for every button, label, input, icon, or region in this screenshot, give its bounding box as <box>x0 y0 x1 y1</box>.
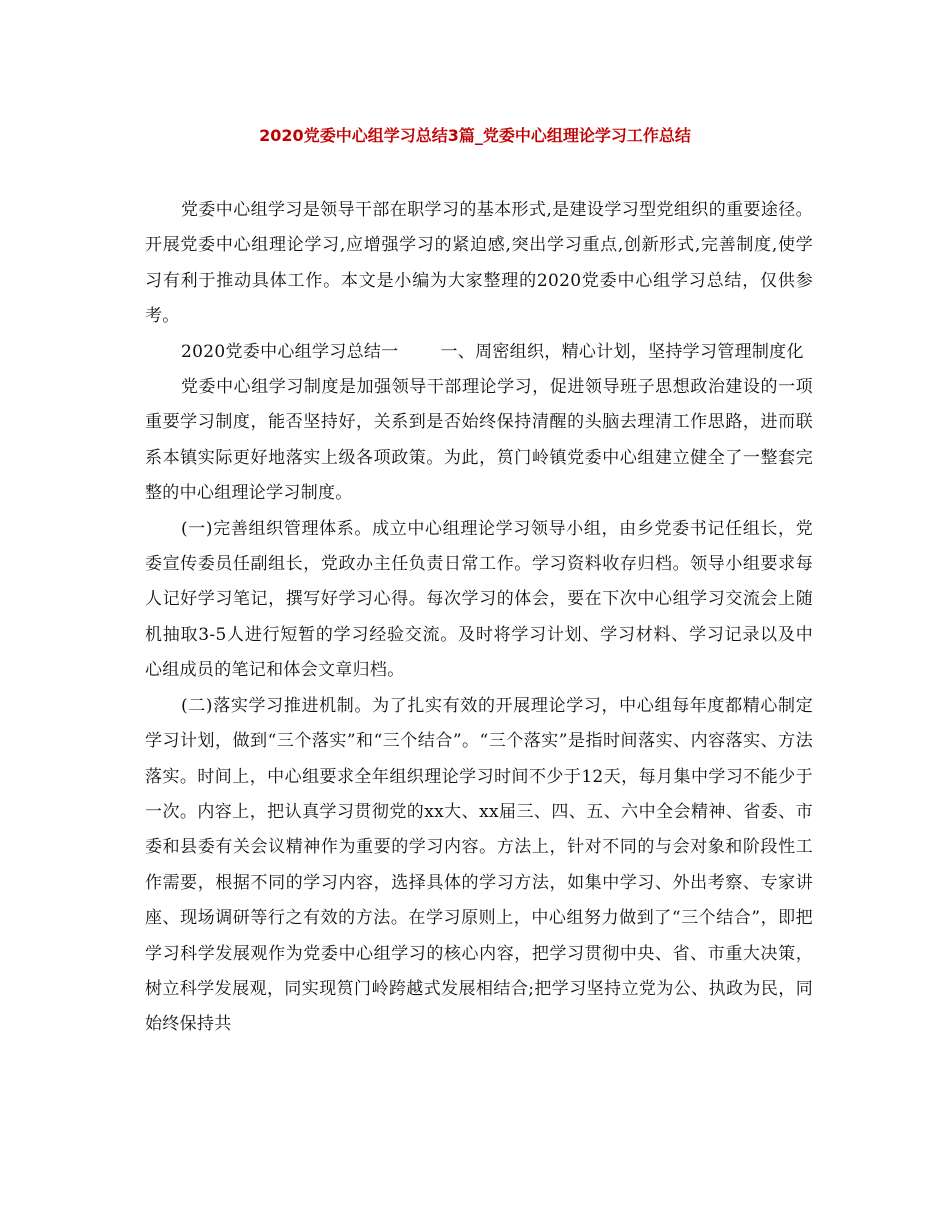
summary-one-label: 2020党委中心组学习总结一 <box>181 341 399 362</box>
document-body <box>145 193 813 1043</box>
section-heading-line <box>145 335 813 370</box>
management-system-paragraph: (一)完善组织管理体系。成立中心组理论学习领导小组，由乡党委书记任组长，党委宣传委员任副组长，党政办主任负责日常工作。学习资料收存归档。领导小组要求每人记好学习笔记，撰写好学习心得。每次学习的体会，要在下次中心组学习交流会上随机抽取3-5人进行短暂的学习经验交流。及时将学习计划、学习材料、学习记录以及中心组成员的笔记和体会文章归档。 <box>145 518 813 681</box>
system-paragraph: 党委中心组学习制度是加强领导干部理论学习，促进领导班子思想政治建设的一项重要学习制度，能否坚持好，关系到是否始终保持清醒的头脑去理清工作思路，进而联系本镇实际更好地落实上级各项政策。为此，筼门岭镇党委中心组建立健全了一整套完整的中心组理论学习制度。 <box>145 377 813 504</box>
mechanism-paragraph: (二)落实学习推进机制。为了扎实有效的开展理论学习，中心组每年度都精心制定学习计划，做到“三个落实”和“三个结合”。“三个落实”是指时间落实、内容落实、方法落实。时间上，中心组要求全年组织理论学习时间不少于12天，每月集中学习不能少于一次。内容上，把认真学习贯彻党的xx大、xx届三、四、五、六中全会精神、省委、市委和县委有关会议精神作为重要的学习内容。方法上，针对不同的与会对象和阶段性工作需要，根据不同的学习内容，选择具体的学习方法，如集中学习、外出考察、专家讲座、现场调研等行之有效的方法。在学习原则上，中心组努力做到了“三个结合”，即把学习科学发展观作为党委中心组学习的核心内容，把学习贯彻中央、省、市重大决策，树立科学发展观，同实现筼门岭跨越式发展相结合;把学习坚持立党为公、执政为民，同始终保持共 <box>145 695 813 1035</box>
intro-paragraph: 党委中心组学习是领导干部在职学习的基本形式,是建设学习型党组织的重要途径。开展党委中心组理论学习,应增强学习的紧迫感,突出学习重点,创新形式,完善制度,使学习有利于推动具体工作。本文是小编为大家整理的2020党委中心组学习总结，仅供参考。 <box>145 200 813 327</box>
section-one-heading: 一、周密组织，精心计划，坚持学习管理制度化 <box>440 341 804 362</box>
document-title: 2020党委中心组学习总结3篇_党委中心组理论学习工作总结 <box>259 126 691 145</box>
